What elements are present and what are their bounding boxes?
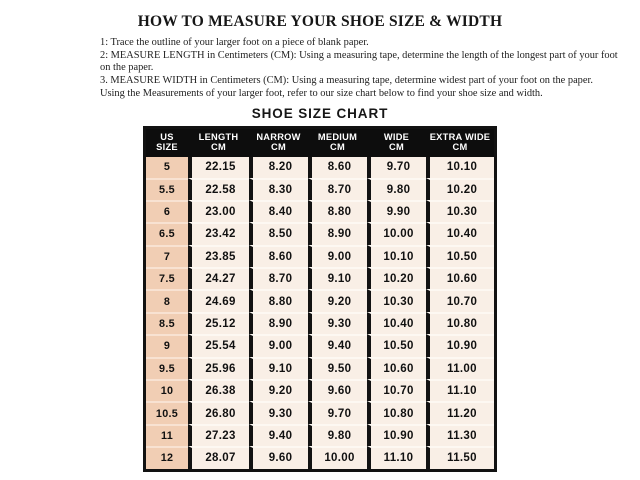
instruction-line-3: 3. MEASURE WIDTH in Centimeters (CM): Using a measuring tape, determine widest part of your foot on the paper.: [100, 75, 593, 87]
measurement-cell: 25.96: [188, 357, 249, 379]
measurement-cell: 9.60: [308, 379, 367, 401]
table-row: [146, 334, 494, 356]
instruction-line-2: 2: MEASURE LENGTH in Centimeters (CM): Using a measuring tape, determine the length of the longest part of your foot: [100, 49, 618, 61]
measurement-cell: 11.50: [426, 446, 494, 468]
instruction-line-1: 1: Trace the outline of your larger foot on a piece of blank paper.: [100, 37, 369, 48]
table-row: [146, 222, 494, 244]
measurement-cell: 23.00: [188, 200, 249, 222]
header-unit: CM: [211, 142, 226, 153]
measurement-cell: 10.80: [426, 312, 494, 334]
measurement-cell: 9.20: [249, 379, 308, 401]
measurement-cell: 25.54: [188, 334, 249, 356]
measurement-cell: 9.30: [249, 401, 308, 423]
size-table-body: [146, 157, 494, 468]
measurement-cell: 10.30: [367, 289, 426, 311]
measurement-cell: 8.40: [249, 200, 308, 222]
measurement-cell: 9.80: [367, 178, 426, 200]
us-size-cell: 5: [146, 157, 188, 177]
header-label: LENGTH: [198, 131, 239, 142]
us-size-cell: 10: [146, 379, 188, 401]
measurement-cell: 11.30: [426, 424, 494, 446]
measurement-cell: 8.70: [308, 178, 367, 200]
header-label: EXTRA WIDE: [429, 131, 491, 142]
column-header-wide: [367, 129, 426, 158]
measurement-cell: 26.38: [188, 379, 249, 401]
measurement-cell: 9.60: [249, 446, 308, 468]
measurement-cell: 8.90: [308, 222, 367, 244]
us-size-cell: 7.5: [146, 267, 188, 289]
measurement-cell: 8.70: [249, 267, 308, 289]
measurement-cell: 9.40: [308, 334, 367, 356]
table-header: [146, 129, 494, 158]
us-size-cell: 8: [146, 289, 188, 311]
measurement-cell: 10.80: [367, 401, 426, 423]
table-row: [146, 178, 494, 200]
measurement-cell: 10.60: [426, 267, 494, 289]
instruction-line-4: Using the Measurements of your larger foot, refer to our size chart below to find your shoe size and width.: [100, 87, 543, 99]
measurement-cell: 10.90: [426, 334, 494, 356]
measurement-cell: 10.60: [367, 357, 426, 379]
measurement-cell: 8.80: [308, 200, 367, 222]
measurement-cell: 9.00: [308, 245, 367, 267]
measurement-cell: 26.80: [188, 401, 249, 423]
measurement-cell: 10.40: [367, 312, 426, 334]
us-size-cell: 9.5: [146, 357, 188, 379]
measurement-cell: 10.20: [367, 267, 426, 289]
measurement-cell: 9.90: [367, 200, 426, 222]
header-label: WIDE: [383, 131, 410, 142]
measurement-cell: 8.90: [249, 312, 308, 334]
measurement-cell: 22.58: [188, 178, 249, 200]
measurement-cell: 11.20: [426, 401, 494, 423]
measurement-cell: 9.80: [308, 424, 367, 446]
chart-heading: SHOE SIZE CHART: [251, 105, 389, 121]
us-size-cell: 6: [146, 200, 188, 222]
measurement-cell: 10.00: [308, 446, 367, 468]
measurement-cell: 9.30: [308, 312, 367, 334]
measurement-cell: 10.70: [426, 289, 494, 311]
header-label: NARROW: [256, 131, 301, 142]
measurement-cell: 9.70: [367, 157, 426, 177]
us-size-cell: 5.5: [146, 178, 188, 200]
measurement-cell: 10.00: [367, 222, 426, 244]
header-unit: CM: [330, 142, 345, 153]
header-unit: SIZE: [156, 142, 178, 153]
measurement-cell: 10.70: [367, 379, 426, 401]
measurement-cell: 10.50: [367, 334, 426, 356]
measurement-cell: 8.20: [249, 157, 308, 177]
table-row: [146, 357, 494, 379]
us-size-cell: 10.5: [146, 401, 188, 423]
header-unit: CM: [271, 142, 286, 153]
measurement-cell: 10.10: [367, 245, 426, 267]
header-label: US: [160, 131, 174, 142]
table-row: [146, 245, 494, 267]
us-size-cell: 9: [146, 334, 188, 356]
measurement-cell: 9.10: [308, 267, 367, 289]
table-row: [146, 289, 494, 311]
us-size-cell: 11: [146, 424, 188, 446]
us-size-cell: 8.5: [146, 312, 188, 334]
measurement-cell: 8.60: [308, 157, 367, 177]
measurement-cell: 8.80: [249, 289, 308, 311]
measurement-cell: 28.07: [188, 446, 249, 468]
measurement-cell: 10.50: [426, 245, 494, 267]
instructions: [100, 37, 618, 101]
measurement-cell: 10.20: [426, 178, 494, 200]
measurement-cell: 11.00: [426, 357, 494, 379]
us-size-cell: 6.5: [146, 222, 188, 244]
measurement-cell: 25.12: [188, 312, 249, 334]
table-row: [146, 267, 494, 289]
header-unit: CM: [389, 142, 404, 153]
instruction-line-2-wrap: on the paper.: [100, 62, 154, 74]
table-row: [146, 157, 494, 177]
size-chart-table: [143, 126, 497, 472]
measurement-cell: 10.30: [426, 200, 494, 222]
measurement-cell: 8.30: [249, 178, 308, 200]
header-unit: CM: [452, 142, 468, 153]
table-row: [146, 200, 494, 222]
measurement-cell: 8.60: [249, 245, 308, 267]
column-header-medium: [308, 129, 367, 158]
measurement-cell: 27.23: [188, 424, 249, 446]
shoe-size-table: [146, 129, 494, 469]
measurement-cell: 22.15: [188, 157, 249, 177]
header-label: MEDIUM: [317, 131, 358, 142]
table-row: [146, 312, 494, 334]
measurement-cell: 9.70: [308, 401, 367, 423]
column-header-length: [188, 129, 249, 158]
measurement-cell: 10.90: [367, 424, 426, 446]
column-header-us-size: [146, 129, 188, 158]
measurement-cell: 10.10: [426, 157, 494, 177]
page-title: HOW TO MEASURE YOUR SHOE SIZE & WIDTH: [137, 13, 503, 30]
measurement-cell: 10.40: [426, 222, 494, 244]
measurement-cell: 24.69: [188, 289, 249, 311]
measurement-cell: 24.27: [188, 267, 249, 289]
measurement-cell: 9.40: [249, 424, 308, 446]
measurement-cell: 23.85: [188, 245, 249, 267]
measurement-cell: 11.10: [367, 446, 426, 468]
measurement-cell: 23.42: [188, 222, 249, 244]
measurement-cell: 9.00: [249, 334, 308, 356]
table-row: [146, 424, 494, 446]
measurement-cell: 9.10: [249, 357, 308, 379]
table-row: [146, 379, 494, 401]
measurement-cell: 9.20: [308, 289, 367, 311]
us-size-cell: 7: [146, 245, 188, 267]
measurement-cell: 11.10: [426, 379, 494, 401]
measurement-cell: 8.50: [249, 222, 308, 244]
measurement-cell: 9.50: [308, 357, 367, 379]
column-header-extra-wide: [426, 129, 494, 158]
table-row: [146, 401, 494, 423]
column-header-narrow: [249, 129, 308, 158]
table-row: [146, 446, 494, 468]
us-size-cell: 12: [146, 446, 188, 468]
